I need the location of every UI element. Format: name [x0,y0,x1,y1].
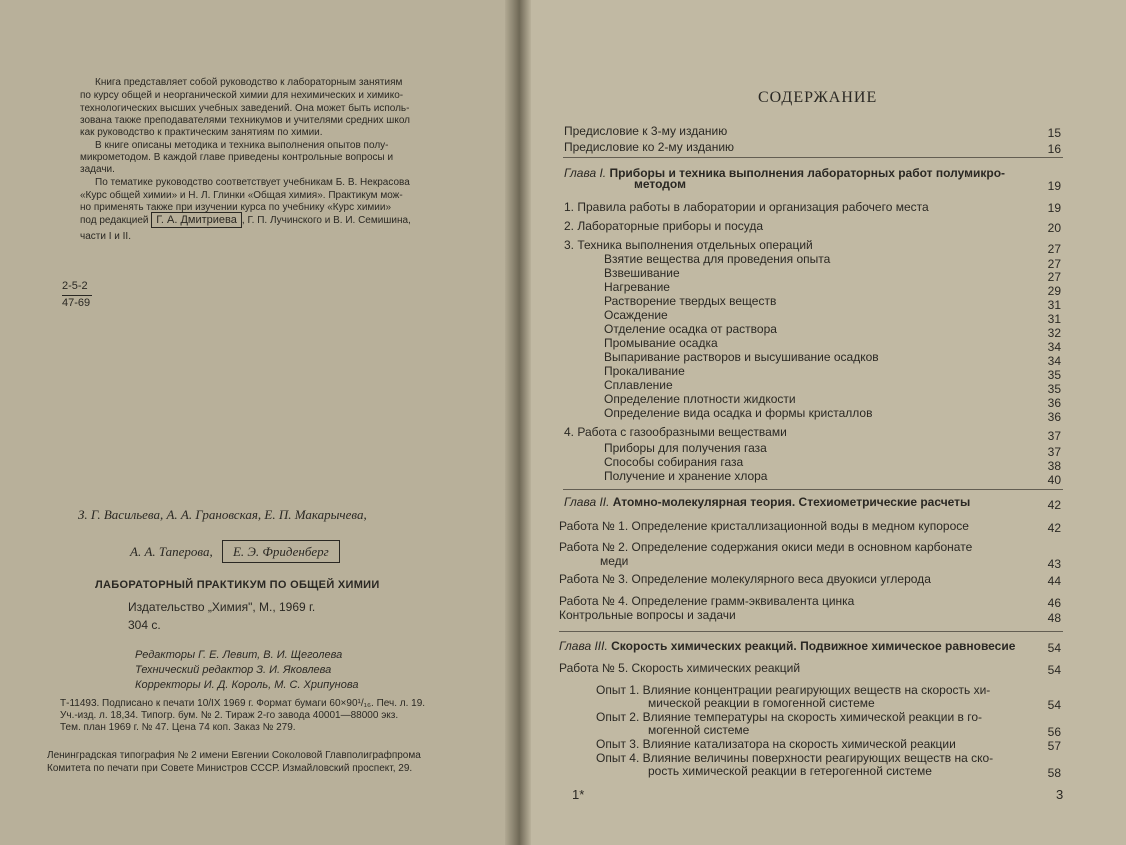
book-code-top: 2-5-2 [62,280,88,292]
toc-preface-2: Предисловие ко 2-му изданию [564,140,735,154]
page-num: 31 [1047,298,1061,312]
experiment-title: Влияние концентрации реагирующих веществ на скорость хи- [642,683,991,697]
page-count: 304 с. [128,618,161,632]
credits-tech-editor: Технический редактор З. И. Яковлева [135,664,332,676]
page-num: 37 [1047,445,1061,459]
page-num: 42 [1047,521,1061,535]
page-num: 31 [1047,312,1061,326]
abstract-line-8: задачи. [80,164,115,175]
page-num: 19 [1047,201,1061,215]
toc-op: Промывание осадка [604,336,718,350]
page-num: 32 [1047,326,1061,340]
toc-op: Выпаривание растворов и высушивание осадков [604,350,879,364]
page-num: 40 [1047,473,1061,487]
work-label: Работа № 1. [559,519,629,533]
toc-work-4 [559,595,854,607]
page-num: 58 [1047,766,1061,780]
page-num: 34 [1047,354,1061,368]
imprint-line-3: Тем. план 1969 г. № 47. Цена 74 коп. Заказ № 279. [60,722,296,733]
page-num: 54 [1047,698,1061,712]
toc-chapter-2 [564,496,970,508]
toc-gas: Способы собирания газа [604,455,744,469]
abstract-line-4: зована также преподавателями техникумов и учителями средних школ [80,115,410,126]
toc-work-5 [559,662,800,674]
code-divider [62,295,92,296]
abstract-line-3: технологических высших учебных заведений. Она может быть исполь- [80,103,410,114]
toc-control: Контрольные вопросы и задачи [559,608,736,622]
toc-section-3: 3. Техника выполнения отдельных операций [564,238,813,252]
editor-boxed-name: Г. А. Дмитриева [151,212,242,228]
page-num: 27 [1047,257,1061,271]
toc-op: Взятие вещества для проведения опыта [604,252,831,266]
chapter-title: Атомно-молекулярная теория. Стехиометрические расчеты [612,495,971,509]
separator [559,631,1063,632]
chapter-label: Глава II. [564,495,610,509]
chapter-label: Глава I. [564,166,607,180]
abstract-line-2: по курсу общей и неорганической химии для нехимических и химико- [80,90,404,101]
toc-op: Сплавление [604,378,673,392]
page-num: 16 [1047,142,1061,156]
toc-op: Определение вида осадка и формы кристаллов [604,406,873,420]
book-code-bottom: 47-69 [62,297,91,309]
toc-experiment-4 [596,752,993,764]
work-title: Определение содержания окиси меди в основном карбонате [631,540,973,554]
page-num: 34 [1047,340,1061,354]
page-num: 36 [1047,396,1061,410]
experiment-title-cont: мической реакции в гомогенной системе [648,696,875,710]
page-num: 57 [1047,739,1061,753]
page-num: 56 [1047,725,1061,739]
toc-chapter-1 [564,167,1005,179]
experiment-label: Опыт 2. [596,710,640,724]
signature-mark: 1* [572,787,585,802]
toc-op: Осаждение [604,308,668,322]
page-number: 3 [1056,787,1064,802]
toc-op: Отделение осадка от раствора [604,322,777,336]
toc-chapter-3 [559,640,1015,652]
work-title-cont: меди [600,554,629,568]
toc-section-1: 1. Правила работы в лаборатории и организация рабочего места [564,200,929,214]
work-label: Работа № 4. [559,594,629,608]
experiment-label: Опыт 1. [596,683,640,697]
abstract-line-10: «Курс общей химии» и Н. Л. Глинки «Общая химия». Практикум мож- [80,190,403,201]
toc-experiment-3 [596,738,956,750]
page-num: 44 [1047,574,1061,588]
toc-gas: Получение и хранение хлора [604,469,768,483]
printer-line-1: Ленинградская типография № 2 имени Евгении Соколовой Главполиграфпрома [47,750,421,761]
work-label: Работа № 2. [559,540,629,554]
toc-work-2 [559,541,972,553]
editors-prefix: под редакцией [80,215,149,226]
editors-line [80,215,411,226]
page-num: 36 [1047,410,1061,424]
printer-line-2: Комитета по печати при Совете Министров СССР. Измайловский проспект, 29. [47,763,413,774]
book-title: ЛАБОРАТОРНЫЙ ПРАКТИКУМ ПО ОБЩЕЙ ХИМИИ [95,579,380,591]
page-num: 46 [1047,596,1061,610]
page-num: 42 [1047,498,1061,512]
book-gutter [505,0,531,845]
abstract-line-6: В книге описаны методика и техника выполнения опытов полу- [95,140,389,151]
toc-experiment-1 [596,684,990,696]
work-label: Работа № 5. [559,661,629,675]
abstract-line-7: микрометодом. В каждой главе приведены контрольные вопросы и [80,152,394,163]
toc-section-2: 2. Лабораторные приборы и посуда [564,219,764,233]
publisher-line: Издательство „Химия", М., 1969 г. [128,600,316,614]
chapter-title: Скорость химических реакций. Подвижное химическое равновесие [611,639,1016,653]
page-num: 19 [1047,179,1061,193]
page-num: 48 [1047,611,1061,625]
page-num: 43 [1047,557,1061,571]
page-num: 35 [1047,368,1061,382]
credits-correctors: Корректоры И. Д. Король, М. С. Хрипунова [135,679,359,691]
toc-work-1 [559,520,969,532]
separator [563,489,1063,490]
experiment-title: Влияние температуры на скорость химической реакции в го- [642,710,983,724]
page-num: 29 [1047,284,1061,298]
toc-op: Прокаливание [604,364,685,378]
work-title: Определение грамм-эквивалента цинка [631,594,855,608]
author-boxed-name: Е. Э. Фриденберг [222,540,340,563]
author-taperova: А. А. Таперова, [130,544,213,559]
authors-line-2 [130,545,340,558]
page-num: 27 [1047,242,1061,256]
page-num: 38 [1047,459,1061,473]
abstract-line-11: но применять также при изучении курса по учебнику «Курс химии» [80,202,392,213]
experiment-title-cont: рость химической реакции в гетерогенной системе [648,764,932,778]
chapter-title-cont: методом [634,177,686,191]
parts-line: части I и II. [80,231,131,242]
left-page [0,0,522,845]
editors-rest: , Г. П. Лучинского и В. И. Семишина, [241,215,411,226]
abstract-line-5: как руководство к практическим занятиям по химии. [80,127,323,138]
experiment-label: Опыт 4. [596,751,640,765]
experiment-title: Влияние катализатора на скорость химической реакции [642,737,956,751]
separator [563,157,1063,158]
page-num: 15 [1047,126,1061,140]
page-num: 54 [1047,663,1061,677]
toc-work-3 [559,573,931,585]
page-num: 35 [1047,382,1061,396]
toc-heading: СОДЕРЖАНИЕ [758,89,878,106]
toc-preface-3: Предисловие к 3-му изданию [564,124,728,138]
experiment-label: Опыт 3. [596,737,640,751]
toc-op: Нагревание [604,280,670,294]
toc-experiment-2 [596,711,982,723]
credits-editors: Редакторы Г. Е. Левит, В. И. Щеголева [135,649,343,661]
page-num: 54 [1047,641,1061,655]
authors-line-1: З. Г. Васильева, А. А. Грановская, Е. П. Макарычева, [78,507,367,522]
abstract-line-1: Книга представляет собой руководство к лабораторным занятиям [95,77,403,88]
toc-op: Определение плотности жидкости [604,392,796,406]
imprint-line-2: Уч.-изд. л. 18,34. Типогр. бум. № 2. Тираж 2-го завода 40001—88000 экз. [60,710,399,721]
right-page [515,0,1126,845]
experiment-title-cont: могенной системе [648,723,750,737]
page-num: 20 [1047,221,1061,235]
toc-gas: Приборы для получения газа [604,441,767,455]
page-num: 27 [1047,270,1061,284]
toc-section-4: 4. Работа с газообразными веществами [564,425,787,439]
toc-op: Растворение твердых веществ [604,294,777,308]
abstract-line-9: По тематике руководство соответствует учебникам Б. В. Некрасова [95,177,410,188]
page-num: 37 [1047,429,1061,443]
imprint-line-1: Т-11493. Подписано к печати 10/IX 1969 г. Формат бумаги 60×90¹/₁₆. Печ. л. 19. [60,698,426,709]
work-title: Определение молекулярного веса двуокиси углерода [631,572,931,586]
work-title: Скорость химических реакций [631,661,801,675]
chapter-label: Глава III. [559,639,608,653]
chapter-title: Приборы и техника выполнения лабораторных работ полумикро- [609,166,1006,180]
experiment-title: Влияние величины поверхности реагирующих веществ на ско- [642,751,994,765]
toc-op: Взвешивание [604,266,680,280]
work-title: Определение кристаллизационной воды в медном купоросе [631,519,969,533]
work-label: Работа № 3. [559,572,629,586]
